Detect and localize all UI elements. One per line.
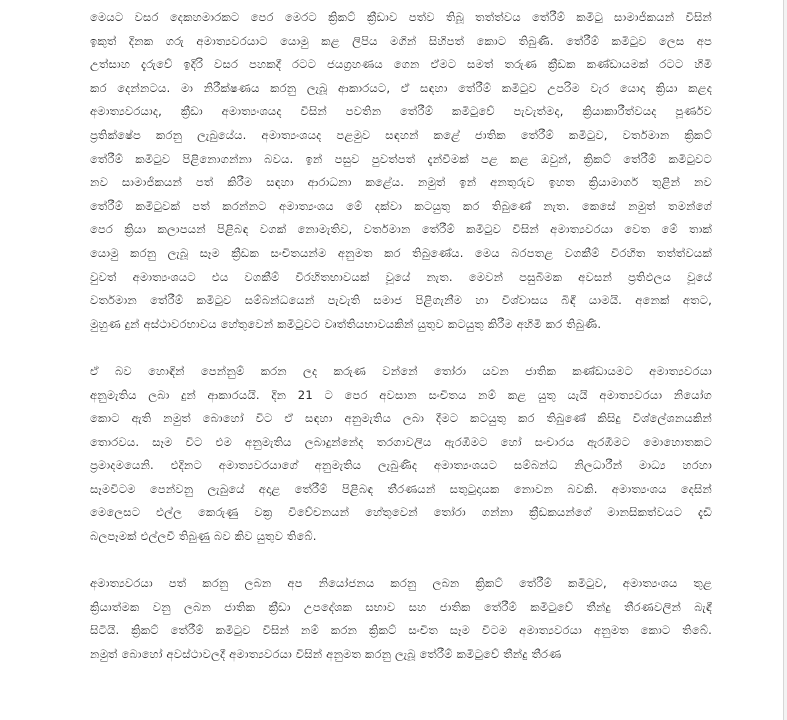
text-line: ප්‍රතික්ෂේප කරනු ලැබුයේය. අමාත්‍යංශයද පළමුව සඳහන් කළේ ජාතික තේරීම් කමිටුව, වර්තමාන ක්‍රිකට් [90, 127, 712, 142]
text-line: අමාත්‍යවරයා පත් කරනු ලබන අප නියෝජනය කරනු ලබන ක්‍රිකට් තේරීම් කමිටුව, අමාත්‍යංශය තුළ [90, 576, 712, 591]
text-line: ඒ බව හොඳින් පෙන්නුම් කරන ලද කරුණ වන්නේ තෝරා යවන ජාතික කණ්ඩායමට අමාත්‍යවරයා [90, 363, 712, 378]
text-line: මුහුණ දුන් අස්ථාවරභාවය හේතුවෙන් කමිටුවට වෘත්තියභාවයකින් යුතුව කටයුතු කිරීම අහිමි කර තිබුණි. [90, 316, 602, 331]
text-line: පෙර ක්‍රියා කලාපයන් පිළිබඳ වගක් නොමැතිව, වර්තමාන තේරීම් කමිටුව විසින් අමාත්‍යවරයා වෙත මේ තාක් [90, 222, 712, 237]
text-line: ක්‍රියාත්මක වනු ලබන ජාතික ක්‍රීඩා උපදේශක සභාව සහ ජාතික තේරීම් කමිටුවේ තීන්දු තීරණවලින් බැඳී [90, 599, 712, 614]
text-line: මෙයට වසර දෙකහමාරකට පෙර මෙරට ක්‍රිකට් ක්‍රීඩාව පත්ව තිබූ තත්ත්වය තේරීම් කමිටු සාමාජිකයන් විසින් [90, 10, 712, 24]
text-line: අමාත්‍යවරයාද, ක්‍රීඩා අමාත්‍යංශයද විසින් පවතින තේරීම් කමිටුවේ පැවැත්මද, ක්‍රියාකාරීත්වයද පූර්ණව [90, 104, 712, 119]
paragraph-2 [90, 360, 712, 549]
text-line: නමුත් බොහෝ අවස්ථාවලදී අමාත්‍යවරයා විසින් අනුමත කරනු ලැබූ තේරීම් කමිටුවේ තීන්දු තීරණ [90, 647, 562, 662]
text-line: උත්සාහ දැරුවේ ඉදිරි වසර පහකදී රටට ජයග්‍රහණය ගෙන ඒමට සමත් තරුණ ක්‍රීඩක කණ්ඩායමක් රටට හිමි [90, 57, 712, 72]
text-line: සෑමවිටම පෙන්වනු ලැබුයේ අදාළ තේරීම් පිළිබඳ තීරණයන් සතුටුදායක නොවන බවකි. අමාත්‍යංශය දෙසින් [90, 481, 712, 496]
paragraph-3 [90, 572, 712, 666]
text-line: මෙලෙසට එල්ල කෙරුණු වක්‍ර විවේචනයන් හේතුවෙන් තෝරා ගන්නා ක්‍රීඩකයන්ගේ මානසිකත්වයට දැඩි [90, 505, 712, 520]
text-line: යොමු කරනු ලැබූ සෑම ක්‍රීඩක සංචිතයන්ම අනුමත කර තිබුණේය. මෙය බරපතළ වගකීම් විරහිත තත්ත්වයක් [90, 245, 712, 260]
text-line: තේරීම් කමිටුව පිළිනොගන්නා බවය. ඉන් පසුව පුවත්පත් දැන්වීමක් පළ කළ ඔවුන්, ක්‍රිකට් තේරීම් කමිටුවට [90, 151, 712, 166]
paragraph-1 [90, 6, 712, 336]
text-line: වුවත් අමාත්‍යංශයට එය වගකීම් විරහිතභාවයක් වූයේ නැත. මෙවන් පසුබිමක අවසන් ප්‍රතිඵලය වූයේ [90, 269, 712, 284]
text-line: අනුමැතිය ලබා දුන් ආකාරයයි. දින 21 ට පෙර අවසාන සංචිතය නම් කළ යුතු යැයි අමාත්‍යවරයා නියෝග [90, 387, 712, 402]
text-line: තොරවය. සෑම විට එම අනුමැතිය ලබාදුන්නේද තරගාවලිය ඇරඹීමට හෝ සංචාරය ඇරඹීමට මොහොතකට [90, 434, 712, 449]
text-line: කර දෙන්නටය. මා නිරීක්ෂණය කරනු ලැබූ ආකාරයට, ඒ සඳහා තේරීම් කමිටුව උපරිම වැර යොදා ක්‍රියා කළද [90, 80, 712, 95]
text-line: ඉකුත් දිනක ගරු අමාත්‍යවරයාට යොමු කළ ලිපිය මගින් සිහිපත් කොට තිබුණි. තේරීම් කමිටුව ලෙස අප [90, 33, 712, 48]
text-line: ප්‍රමාදමයෙනි. එදිනට අමාත්‍යවරයාගේ අනුමැතිය ලැබුණිද අමාත්‍යංශයට සම්බන්ධ නිලධාරීන් මාධ්‍ය හරහා [90, 458, 712, 473]
document-body [90, 6, 712, 667]
text-line: කොට ඇති නමුත් බොහෝ විට ඒ සඳහා අනුමැතිය ලබා දීමට කටයුතු කර තිබුණේ කිසිදු විශ්ලේශනයකින් [90, 411, 712, 426]
text-line: බලපෑමක් එල්ලවී තිබුණු බව කිව යුතුව තිබේ. [90, 529, 317, 544]
text-line: වර්තමාන තේරීම් කමිටුව සම්බන්ධයෙන් පැවැති සමාජ පිළිගැනීම හා විශ්වාසය බිඳී යාමයි. අනෙක් අතට, [90, 293, 712, 308]
text-line: තේරීම් කමිටුවක් පත් කරන්නට අමාත්‍යංශය මේ දක්වා කටයුතු කර තිබුණේ නැත. කෙසේ නමුත් තමන්ගේ [90, 198, 712, 213]
text-line: සිටියි. ක්‍රිකට් තේරීම් කමිටුව විසින් නම් කරන ක්‍රිකට් සංචිත සෑම විටම අමාත්‍යවරයා අනුමත කොට තිබේ. [90, 623, 712, 638]
text-line: නව සාමාජිකයන් පත් කිරීම සඳහා ආරාධනා කළේය. නමුත් ඉන් අනතුරුව ඉහත ක්‍රියාමාර්ග තුළින් නව [90, 175, 712, 190]
